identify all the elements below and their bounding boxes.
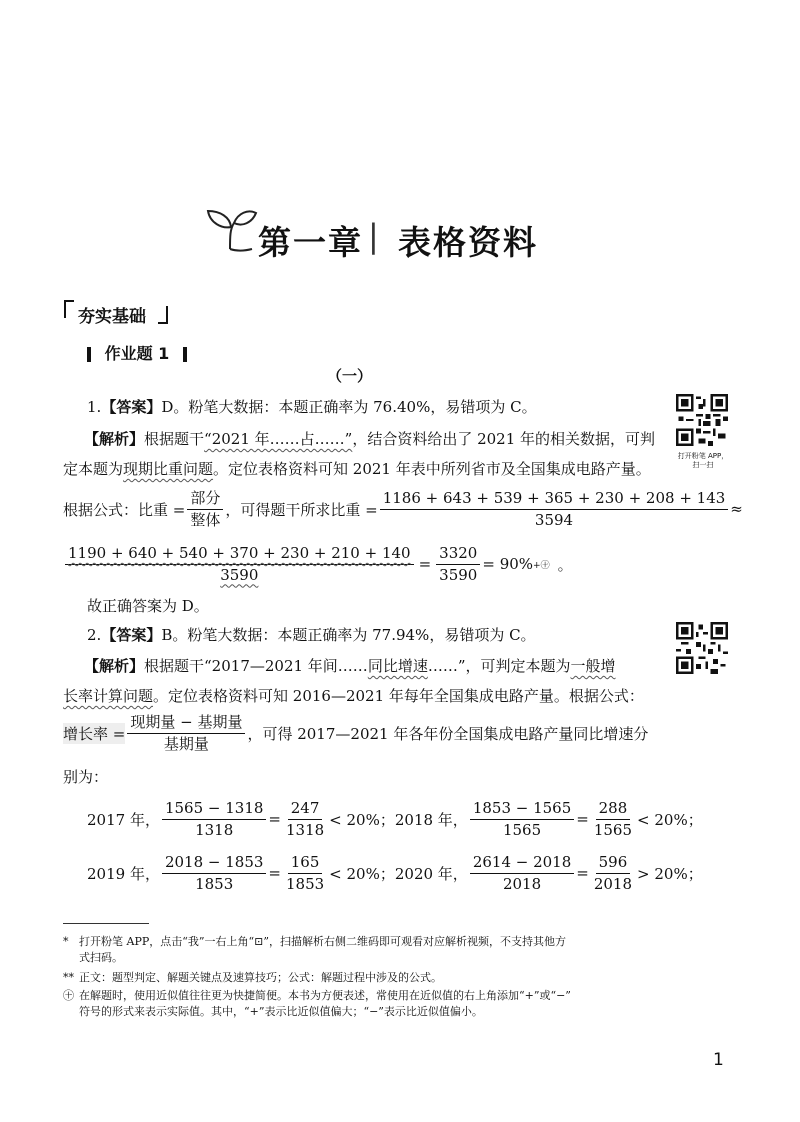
calc-diff-fraction xyxy=(162,800,266,838)
q1-text: 根据题干 xyxy=(144,430,205,448)
q1-text: 定本题为 xyxy=(63,460,124,478)
equals-sign: = xyxy=(268,864,281,882)
fraction-numerator: 1565 − 1318 xyxy=(162,800,266,820)
q1-calc-line xyxy=(63,545,573,583)
footnote xyxy=(63,988,683,1020)
fraction-numerator: 1190 + 640 + 540 + 370 + 230 + 210 + 140 xyxy=(65,545,414,565)
page-number: 1 xyxy=(713,1050,724,1070)
fraction-numerator: 1853 − 1565 xyxy=(470,800,574,820)
sprout-icon xyxy=(200,205,260,255)
q1-answer-text: D。粉笔大数据：本题正确率为 76.40%，易错项为 C。 xyxy=(161,398,537,416)
period: 。 xyxy=(557,555,573,574)
calc-diff-fraction xyxy=(470,854,574,892)
calc-row xyxy=(87,800,703,838)
qr-caption-line: 扫一扫 xyxy=(692,461,714,470)
chapter-separator: | xyxy=(368,217,379,255)
q2-answer-line xyxy=(87,628,536,643)
q1-question-type: 现期比重问题 xyxy=(123,460,214,478)
q1-formula-text: 根据公式：比重 = xyxy=(63,500,186,519)
q1-conclusion: 故正确答案为 D。 xyxy=(87,597,209,615)
fraction-numerator: 288 xyxy=(596,800,631,820)
q1-number: 1. xyxy=(87,398,102,416)
footnote-text: 在解题时，使用近似值往往更为快捷简便。本书为方便表述，常使用在近似值的右上角添加“+”或“−” xyxy=(79,989,571,1002)
fraction-denominator: 整体 xyxy=(190,510,221,529)
q1-approx-fraction xyxy=(65,545,414,583)
footnote-text: 正文：题型判定、解题关键点及速算技巧；公式：解题过程中涉及的公式。 xyxy=(79,971,442,984)
calc-year: 2017 年， xyxy=(87,810,160,829)
fraction-denominator: 基期量 xyxy=(163,734,209,753)
q2-text: 根据题干“2017—2021 年间…… xyxy=(144,657,368,675)
footnote-text: 式扫码。 xyxy=(79,950,123,964)
fraction-denominator: 3594 xyxy=(534,510,574,529)
homework-heading xyxy=(87,341,187,364)
calc-result-fraction xyxy=(283,800,327,838)
calc-row xyxy=(87,854,703,892)
qr-code-q1[interactable] xyxy=(676,394,728,446)
homework-marker-left xyxy=(87,347,91,362)
fraction-denominator: 3590 xyxy=(220,565,259,584)
q1-result-value: = 90% xyxy=(482,555,534,573)
q1-sum-fraction xyxy=(380,490,729,528)
calc-year: 2020 年， xyxy=(394,864,468,883)
equals-sign: = xyxy=(576,864,589,882)
footnote xyxy=(63,970,683,986)
fraction-denominator: 2018 xyxy=(502,874,542,893)
q1-analysis-label: 【解析】 xyxy=(84,430,145,448)
calc-compare: < 20%； xyxy=(329,810,395,829)
q1-result-fraction xyxy=(436,545,480,583)
footnote-text: 符号的形式来表示实际值。其中，“+”表示比近似值偏大；“−”表示比近似值偏小。 xyxy=(79,1004,483,1018)
fraction-numerator: 部分 xyxy=(187,490,223,510)
q2-line4: 别为： xyxy=(63,768,109,786)
calc-diff-fraction xyxy=(162,854,266,892)
q2-number: 2. xyxy=(87,626,102,644)
fraction-numerator: 2018 − 1853 xyxy=(162,854,266,874)
q2-text: ……”，可判定本题为 xyxy=(427,657,571,675)
chapter-title: 表格资料 xyxy=(398,223,538,262)
qr-caption xyxy=(668,452,738,470)
fraction-numerator: 247 xyxy=(288,800,323,820)
section-bracket-left xyxy=(64,300,74,318)
calc-compare: < 20%； xyxy=(329,864,395,883)
footnote-marker: ㊉ xyxy=(63,989,74,1002)
section-title: 夯实基础 xyxy=(78,307,146,327)
q2-text: 。定位表格资料可知 2016—2021 年每年全国集成电路产量。根据公式： xyxy=(153,687,644,705)
q2-question-type: 长率计算问题 xyxy=(63,687,154,705)
calc-result-fraction xyxy=(591,854,635,892)
q2-formula-line xyxy=(63,714,648,752)
q2-analysis-line1 xyxy=(84,659,616,674)
q2-analysis-line2 xyxy=(63,689,644,704)
fraction-numerator: 165 xyxy=(288,854,323,874)
section-bracket-right xyxy=(158,306,168,324)
footnote xyxy=(63,934,683,966)
calc-year: 2019 年， xyxy=(87,864,160,883)
calc-year: 2018 年， xyxy=(394,810,468,829)
fraction-numerator: 596 xyxy=(596,854,631,874)
q1-formula-line xyxy=(63,490,743,528)
calc-result-fraction xyxy=(591,800,635,838)
footnote-marker: ** xyxy=(63,971,74,984)
chapter-label: 第一章 xyxy=(258,223,363,262)
q2-analysis-label: 【解析】 xyxy=(84,657,145,675)
fraction-denominator: 1853 xyxy=(195,874,234,893)
q1-text: 。定位表格资料可知 2021 年表中所列省市及全国集成电路产量。 xyxy=(213,460,651,478)
fraction-numerator: 3320 xyxy=(436,545,480,565)
calc-compare: < 20%； xyxy=(637,810,703,829)
q2-answer-text: B。粉笔大数据：本题正确率为 77.94%，易错项为 C。 xyxy=(161,626,536,644)
q1-keyword: “2021 年……占……” xyxy=(204,430,353,448)
q2-growth-fraction xyxy=(127,714,245,752)
footnote-text: 打开粉笔 APP，点击“我”一右上角“⊡”，扫描解析右侧二维码即可观看对应解析视频，不支持其他方 xyxy=(79,935,566,948)
equals-sign: = xyxy=(268,810,281,828)
approx-sign: ≈ xyxy=(730,500,743,518)
homework-marker-right xyxy=(183,347,187,362)
q1-answer-label: 【答案】 xyxy=(101,398,162,416)
q2-formula-text: ，可得 2017—2021 年各年份全国集成电路产量同比增速分 xyxy=(247,724,649,743)
q1-text: ，结合资料给出了 2021 年的相关数据，可判 xyxy=(352,430,656,448)
fraction-denominator: 1853 xyxy=(285,874,325,893)
calc-result-fraction xyxy=(283,854,327,892)
q1-ratio-fraction xyxy=(187,490,223,528)
calc-compare: > 20%； xyxy=(637,864,703,883)
q2-formula-text: 增长率 = xyxy=(63,724,126,743)
fraction-denominator: 1565 xyxy=(502,820,542,839)
qr-caption-line: 打开粉笔 APP， xyxy=(677,452,729,460)
fraction-denominator: 1318 xyxy=(195,820,234,839)
approx-marker: +㊉ xyxy=(533,560,550,571)
footnote-divider xyxy=(63,923,149,924)
q1-answer-line xyxy=(87,400,537,415)
fraction-denominator: 2018 xyxy=(593,874,633,893)
equals-sign: = xyxy=(576,810,589,828)
fraction-numerator: 2614 − 2018 xyxy=(470,854,574,874)
q1-analysis-line2 xyxy=(63,462,651,477)
chapter-header xyxy=(200,205,560,265)
part-label: （一） xyxy=(327,367,373,385)
qr-code-q2[interactable] xyxy=(676,622,728,674)
q1-analysis-line1 xyxy=(84,432,655,447)
q2-answer-label: 【答案】 xyxy=(101,626,162,644)
calc-diff-fraction xyxy=(470,800,574,838)
fraction-denominator: 1565 xyxy=(593,820,633,839)
fraction-numerator: 现期量 − 基期量 xyxy=(127,714,245,734)
equals-sign: = xyxy=(418,555,432,573)
q2-keyword: 同比增速 xyxy=(367,657,428,675)
homework-title: 作业题 1 xyxy=(104,344,170,363)
q1-formula-text: ，可得题干所求比重 = xyxy=(225,500,378,519)
fraction-numerator: 1186 + 643 + 539 + 365 + 230 + 208 + 143 xyxy=(380,490,729,510)
fraction-denominator: 3590 xyxy=(439,565,478,584)
q2-question-type: 一般增 xyxy=(570,657,616,675)
fraction-denominator: 1318 xyxy=(285,820,325,839)
footnote-marker: * xyxy=(63,935,69,948)
